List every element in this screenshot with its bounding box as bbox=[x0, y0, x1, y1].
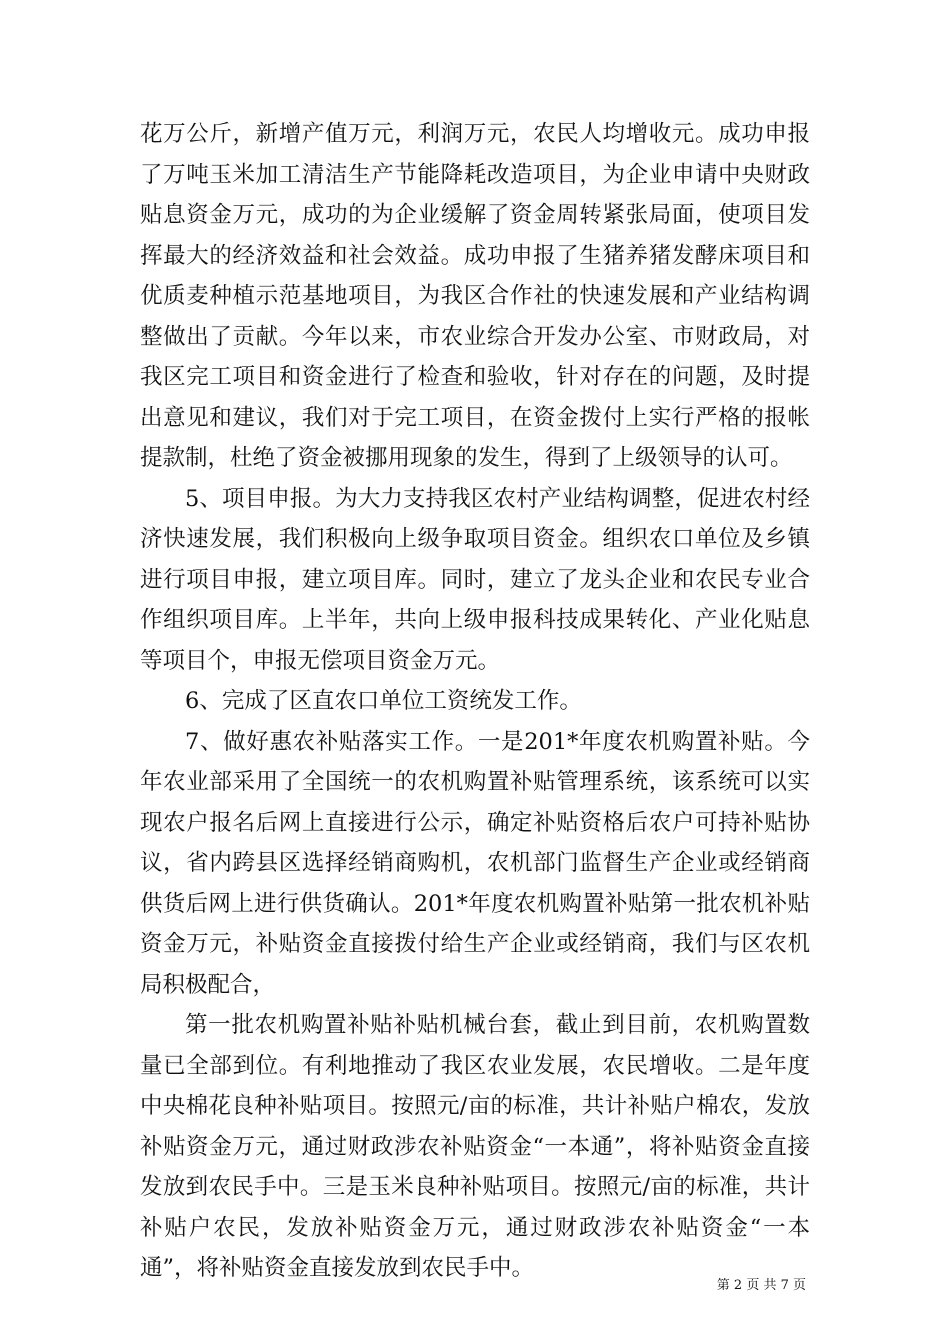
paragraph-item-6: 6、完成了区直农口单位工资统发工作。 bbox=[185, 688, 582, 714]
paragraph-item-7: 7、做好惠农补贴落实工作。一是201*年度农机购置补贴。今年农业部采用了全国统一的农机购置补贴管理系统，该系统可以实现农户报名后网上直接进行公示，确定补贴资格后农户可持补贴协议，省内跨县区选择经销商购机，农机部门监督生产企业或经销商供货后网上进行供货确认。201*年度农机购置补贴第一批农机补贴资金万元，补贴资金直接拨付给生产企业或经销商，我们与区农机局积极配合， bbox=[140, 728, 810, 998]
document-body bbox=[140, 114, 810, 1289]
paragraph-item-7-continued: 第一批农机购置补贴补贴机械台套，截止到目前，农机购置数量已全部到位。有利地推动了我区农业发展，农民增收。二是年度中央棉花良种补贴项目。按照元/亩的标准，共计补贴户棉农，发放补贴资金万元，通过财政涉农补贴资金“一本通”，将补贴资金直接发放到农民手中。三是玉米良种补贴项目。按照元/亩的标准，共计补贴户农民，发放补贴资金万元，通过财政涉农补贴资金“一本通”，将补贴资金直接发放到农民手中。 bbox=[140, 1012, 810, 1281]
paragraph-item-5: 5、项目申报。为大力支持我区农村产业结构调整，促进农村经济快速发展，我们积极向上级争取项目资金。组织农口单位及乡镇进行项目申报，建立项目库。同时，建立了龙头企业和农民专业合作组织项目库。上半年，共向上级申报科技成果转化、产业化贴息等项目个，申报无偿项目资金万元。 bbox=[140, 485, 810, 674]
page-number-footer: 第 2 页 共 7 页 bbox=[716, 1278, 806, 1293]
paragraph-continuation: 花万公斤，新增产值万元，利润万元，农民人均增收元。成功申报了万吨玉米加工清洁生产节能降耗改造项目，为企业申请中央财政贴息资金万元，成功的为企业缓解了资金周转紧张局面，使项目发挥最大的经济效益和社会效益。成功申报了生猪养猪发酵床项目和优质麦种植示范基地项目，为我区合作社的快速发展和产业结构调整做出了贡献。今年以来，市农业综合开发办公室、市财政局，对我区完工项目和资金进行了检查和验收，针对存在的问题，及时提出意见和建议，我们对于完工项目，在资金拨付上实行严格的报帐提款制，杜绝了资金被挪用现象的发生，得到了上级领导的认可。 bbox=[140, 121, 810, 471]
